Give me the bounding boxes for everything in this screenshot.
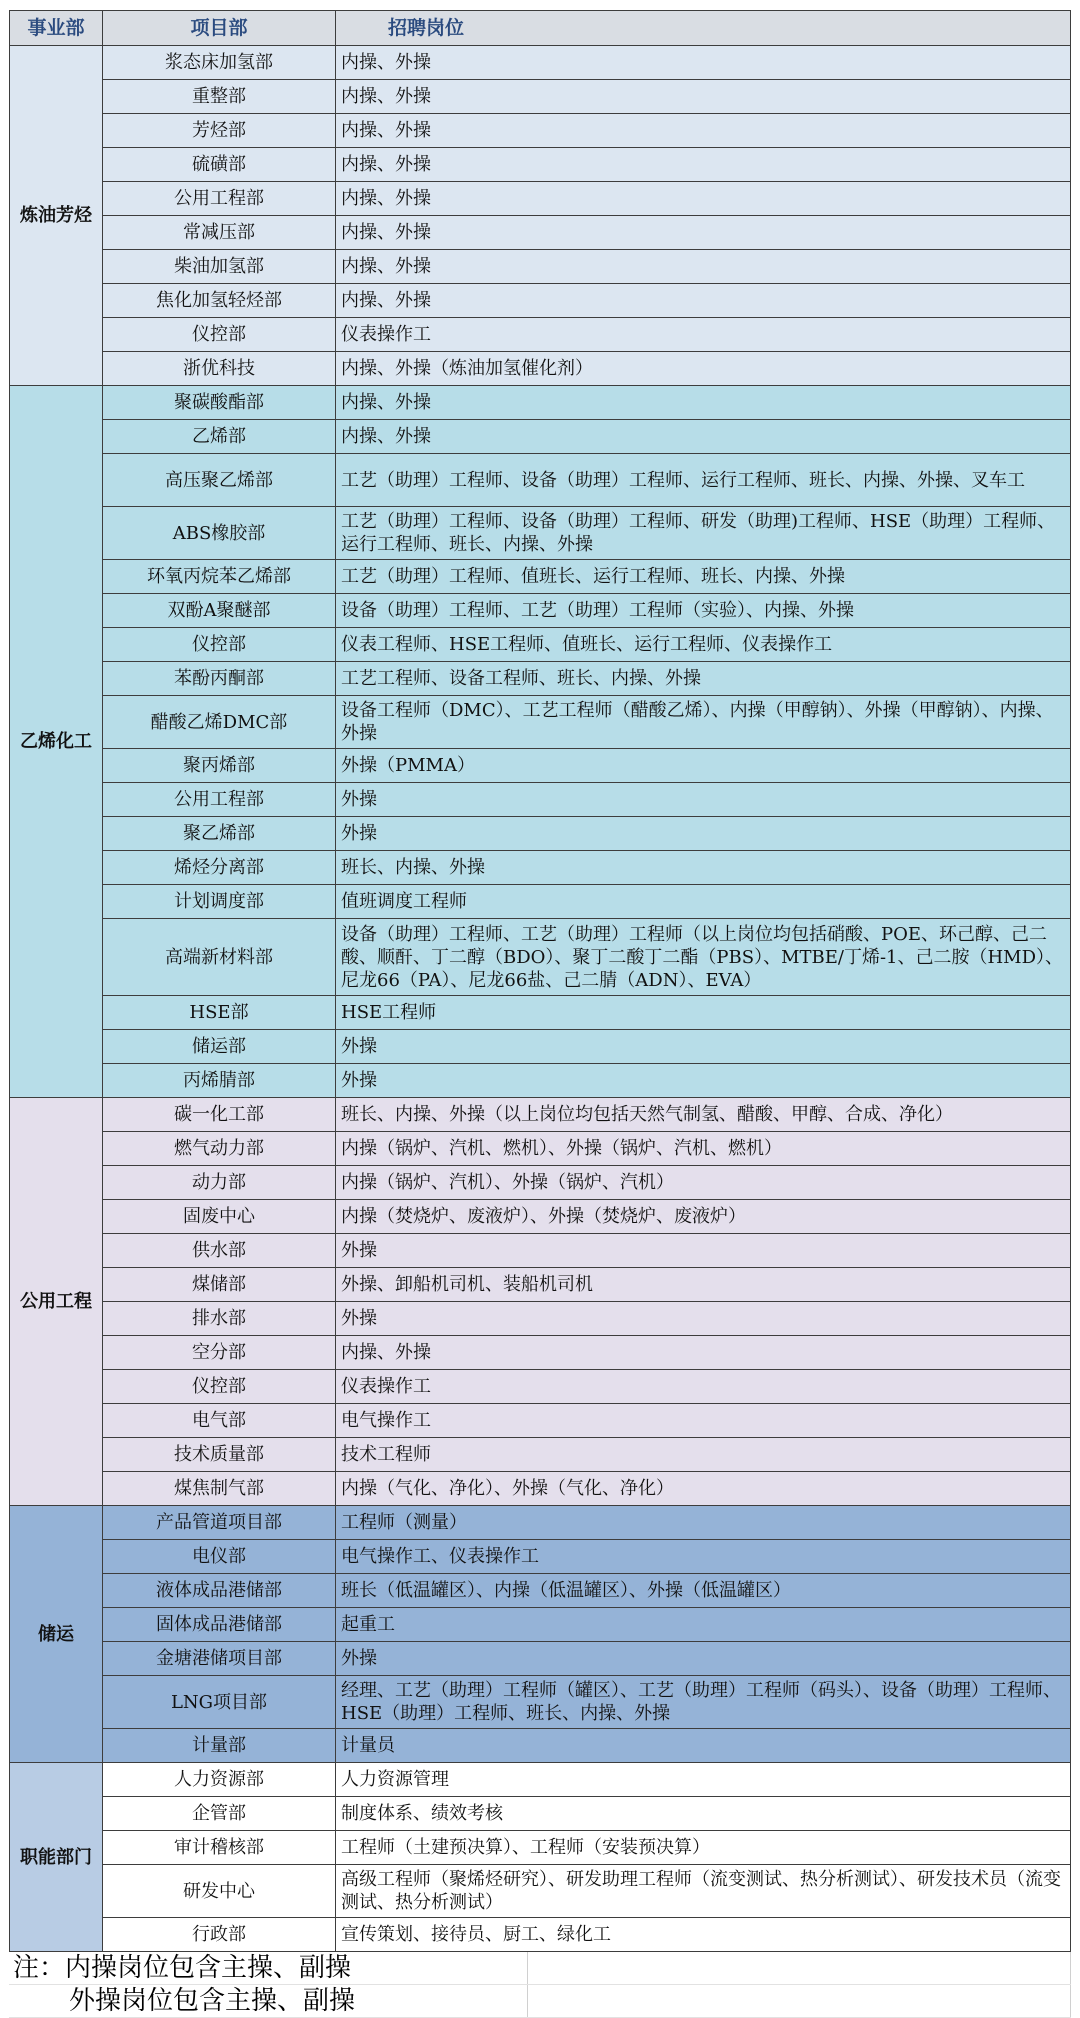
dept-cell: 审计稽核部 <box>103 1831 336 1865</box>
table-row <box>10 1472 1071 1506</box>
table-row <box>10 1642 1071 1676</box>
positions-cell: 外操 <box>336 817 1071 851</box>
positions-cell: 起重工 <box>336 1608 1071 1642</box>
table-row <box>10 1098 1071 1132</box>
header-positions: 招聘岗位 <box>336 11 1071 46</box>
dept-cell: 仪控部 <box>103 318 336 352</box>
dept-cell: 常减压部 <box>103 216 336 250</box>
table-row <box>10 1268 1071 1302</box>
header-business-unit: 事业部 <box>10 11 103 46</box>
table-row <box>10 1540 1071 1574</box>
table-row <box>10 80 1071 114</box>
dept-cell: 固体成品港储部 <box>103 1608 336 1642</box>
table-row <box>10 749 1071 783</box>
dept-cell: 仪控部 <box>103 628 336 662</box>
table-row <box>10 996 1071 1030</box>
positions-cell: 班长、内操、外操（以上岗位均包括天然气制氢、醋酸、甲醇、合成、净化） <box>336 1098 1071 1132</box>
dept-cell: 浆态床加氢部 <box>103 46 336 80</box>
dept-cell: 聚碳酸酯部 <box>103 386 336 420</box>
positions-cell: 设备（助理）工程师、工艺（助理）工程师（实验）、内操、外操 <box>336 594 1071 628</box>
positions-cell: 外操 <box>336 1064 1071 1098</box>
positions-cell: 外操 <box>336 783 1071 817</box>
dept-cell: 高端新材料部 <box>103 919 336 996</box>
dept-cell: 电仪部 <box>103 1540 336 1574</box>
table-row <box>10 560 1071 594</box>
dept-cell: 重整部 <box>103 80 336 114</box>
dept-cell: 浙优科技 <box>103 352 336 386</box>
positions-cell: 工艺（助理）工程师、设备（助理）工程师、运行工程师、班长、内操、外操、叉车工 <box>336 454 1071 507</box>
positions-cell: 内操、外操 <box>336 216 1071 250</box>
dept-cell: 聚丙烯部 <box>103 749 336 783</box>
positions-cell: 设备（助理）工程师、工艺（助理）工程师（以上岗位均包括硝酸、POE、环己醇、己二酸、顺酐、丁二醇（BDO）、聚丁二酸丁二酯（PBS）、MTBE/丁烯-1、己二胺（HMD）、尼龙66（PA）、尼龙66盐、己二腈（ADN）、EVA） <box>336 919 1071 996</box>
positions-cell: 外操 <box>336 1234 1071 1268</box>
positions-cell: 计量员 <box>336 1729 1071 1763</box>
positions-cell: 宣传策划、接待员、厨工、绿化工 <box>336 1918 1071 1952</box>
business-unit-cell: 职能部门 <box>10 1763 103 1952</box>
note-line-1: 注：内操岗位包含主操、副操 <box>9 1952 527 1985</box>
positions-cell: 内操（焚烧炉、废液炉）、外操（焚烧炉、废液炉） <box>336 1200 1071 1234</box>
table-row <box>10 1797 1071 1831</box>
table-row <box>10 783 1071 817</box>
table-row <box>10 817 1071 851</box>
dept-cell: 计量部 <box>103 1729 336 1763</box>
dept-cell: 研发中心 <box>103 1865 336 1918</box>
positions-cell: 内操、外操 <box>336 182 1071 216</box>
dept-cell: 人力资源部 <box>103 1763 336 1797</box>
positions-cell: 经理、工艺（助理）工程师（罐区）、工艺（助理）工程师（码头）、设备（助理）工程师、HSE（助理）工程师、班长、内操、外操 <box>336 1676 1071 1729</box>
dept-cell: 行政部 <box>103 1918 336 1952</box>
dept-cell: 供水部 <box>103 1234 336 1268</box>
positions-cell: 电气操作工、仪表操作工 <box>336 1540 1071 1574</box>
positions-cell: 内操（气化、净化）、外操（气化、净化） <box>336 1472 1071 1506</box>
positions-cell: 工艺（助理）工程师、设备（助理）工程师、研发（助理)工程师、HSE（助理）工程师、运行工程师、班长、内操、外操 <box>336 507 1071 560</box>
positions-cell: 外操 <box>336 1030 1071 1064</box>
table-row <box>10 386 1071 420</box>
table-row <box>10 420 1071 454</box>
positions-cell: 工程师（土建预决算）、工程师（安装预决算） <box>336 1831 1071 1865</box>
recruitment-sheet <box>9 10 1070 2018</box>
business-unit-cell: 公用工程 <box>10 1098 103 1506</box>
table-row <box>10 628 1071 662</box>
dept-cell: 硫磺部 <box>103 148 336 182</box>
table-row <box>10 1506 1071 1540</box>
table-row <box>10 1166 1071 1200</box>
table-row <box>10 1132 1071 1166</box>
dept-cell: 高压聚乙烯部 <box>103 454 336 507</box>
table-row <box>10 1030 1071 1064</box>
positions-cell: 内操、外操 <box>336 420 1071 454</box>
business-unit-cell: 储运 <box>10 1506 103 1763</box>
positions-cell: 内操、外操 <box>336 46 1071 80</box>
table-row <box>10 216 1071 250</box>
positions-cell: 仪表操作工 <box>336 318 1071 352</box>
positions-cell: 内操（锅炉、汽机）、外操（锅炉、汽机） <box>336 1166 1071 1200</box>
positions-cell: HSE工程师 <box>336 996 1071 1030</box>
dept-cell: 煤焦制气部 <box>103 1472 336 1506</box>
dept-cell: 企管部 <box>103 1797 336 1831</box>
positions-cell: 班长（低温罐区）、内操（低温罐区）、外操（低温罐区） <box>336 1574 1071 1608</box>
table-row <box>10 114 1071 148</box>
dept-cell: 丙烯腈部 <box>103 1064 336 1098</box>
table-row <box>10 1831 1071 1865</box>
table-row <box>10 1608 1071 1642</box>
dept-cell: HSE部 <box>103 996 336 1030</box>
positions-cell: 高级工程师（聚烯烃研究）、研发助理工程师（流变测试、热分析测试）、研发技术员（流变测试、热分析测试） <box>336 1865 1071 1918</box>
positions-cell: 内操（锅炉、汽机、燃机）、外操（锅炉、汽机、燃机） <box>336 1132 1071 1166</box>
table-row <box>10 250 1071 284</box>
positions-cell: 内操、外操 <box>336 250 1071 284</box>
table-row <box>10 1865 1071 1918</box>
positions-cell: 内操、外操 <box>336 284 1071 318</box>
empty-cell <box>527 1985 1070 2018</box>
dept-cell: 公用工程部 <box>103 783 336 817</box>
table-row <box>10 1404 1071 1438</box>
table-row <box>10 284 1071 318</box>
dept-cell: ABS橡胶部 <box>103 507 336 560</box>
positions-cell: 内操、外操 <box>336 386 1071 420</box>
dept-cell: 电气部 <box>103 1404 336 1438</box>
business-unit-cell: 乙烯化工 <box>10 386 103 1098</box>
positions-cell: 内操、外操 <box>336 80 1071 114</box>
positions-cell: 工艺（助理）工程师、值班长、运行工程师、班长、内操、外操 <box>336 560 1071 594</box>
positions-cell: 仪表操作工 <box>336 1370 1071 1404</box>
table-row <box>10 1918 1071 1952</box>
positions-cell: 工程师（测量） <box>336 1506 1071 1540</box>
table-row <box>10 1234 1071 1268</box>
table-row <box>10 507 1071 560</box>
dept-cell: 柴油加氢部 <box>103 250 336 284</box>
table-row <box>10 318 1071 352</box>
positions-cell: 设备工程师（DMC）、工艺工程师（醋酸乙烯）、内操（甲醇钠）、外操（甲醇钠）、内操、外操 <box>336 696 1071 749</box>
table-row <box>10 182 1071 216</box>
dept-cell: 固废中心 <box>103 1200 336 1234</box>
table-row <box>10 885 1071 919</box>
dept-cell: 燃气动力部 <box>103 1132 336 1166</box>
table-row <box>10 1302 1071 1336</box>
dept-cell: 储运部 <box>103 1030 336 1064</box>
positions-cell: 内操、外操 <box>336 148 1071 182</box>
positions-cell: 仪表工程师、HSE工程师、值班长、运行工程师、仪表操作工 <box>336 628 1071 662</box>
table-row <box>10 662 1071 696</box>
table-row <box>10 1200 1071 1234</box>
table-row <box>10 851 1071 885</box>
positions-cell: 外操 <box>336 1642 1071 1676</box>
dept-cell: 聚乙烯部 <box>103 817 336 851</box>
dept-cell: 金塘港储项目部 <box>103 1642 336 1676</box>
table-row <box>10 919 1071 996</box>
table-row <box>10 1336 1071 1370</box>
dept-cell: 烯烃分离部 <box>103 851 336 885</box>
dept-cell: 技术质量部 <box>103 1438 336 1472</box>
dept-cell: LNG项目部 <box>103 1676 336 1729</box>
header-row <box>10 11 1071 46</box>
table-row <box>10 696 1071 749</box>
positions-cell: 外操（PMMA） <box>336 749 1071 783</box>
positions-cell: 制度体系、绩效考核 <box>336 1797 1071 1831</box>
header-project-dept: 项目部 <box>103 11 336 46</box>
dept-cell: 苯酚丙酮部 <box>103 662 336 696</box>
positions-cell: 技术工程师 <box>336 1438 1071 1472</box>
dept-cell: 公用工程部 <box>103 182 336 216</box>
positions-cell: 人力资源管理 <box>336 1763 1071 1797</box>
dept-cell: 焦化加氢轻烃部 <box>103 284 336 318</box>
notes-area <box>9 1952 1071 2018</box>
dept-cell: 空分部 <box>103 1336 336 1370</box>
empty-cell <box>527 1952 1070 1985</box>
positions-cell: 电气操作工 <box>336 1404 1071 1438</box>
dept-cell: 乙烯部 <box>103 420 336 454</box>
table-row <box>10 1064 1071 1098</box>
dept-cell: 仪控部 <box>103 1370 336 1404</box>
dept-cell: 排水部 <box>103 1302 336 1336</box>
recruitment-table <box>9 10 1071 1952</box>
dept-cell: 产品管道项目部 <box>103 1506 336 1540</box>
table-row <box>10 46 1071 80</box>
positions-cell: 内操、外操 <box>336 1336 1071 1370</box>
table-row <box>10 1438 1071 1472</box>
table-row <box>10 1370 1071 1404</box>
table-row <box>10 1729 1071 1763</box>
dept-cell: 动力部 <box>103 1166 336 1200</box>
table-row <box>10 352 1071 386</box>
positions-cell: 内操、外操 <box>336 114 1071 148</box>
table-row <box>10 1574 1071 1608</box>
positions-cell: 工艺工程师、设备工程师、班长、内操、外操 <box>336 662 1071 696</box>
positions-cell: 外操 <box>336 1302 1071 1336</box>
dept-cell: 醋酸乙烯DMC部 <box>103 696 336 749</box>
positions-cell: 值班调度工程师 <box>336 885 1071 919</box>
table-row <box>10 148 1071 182</box>
business-unit-cell: 炼油芳烃 <box>10 46 103 386</box>
positions-cell: 外操、卸船机司机、装船机司机 <box>336 1268 1071 1302</box>
table-row <box>10 1763 1071 1797</box>
dept-cell: 双酚A聚醚部 <box>103 594 336 628</box>
table-body <box>10 46 1071 1952</box>
dept-cell: 环氧丙烷苯乙烯部 <box>103 560 336 594</box>
positions-cell: 内操、外操（炼油加氢催化剂） <box>336 352 1071 386</box>
table-row <box>10 454 1071 507</box>
positions-cell: 班长、内操、外操 <box>336 851 1071 885</box>
dept-cell: 液体成品港储部 <box>103 1574 336 1608</box>
table-row <box>10 1676 1071 1729</box>
table-row <box>10 594 1071 628</box>
dept-cell: 芳烃部 <box>103 114 336 148</box>
dept-cell: 碳一化工部 <box>103 1098 336 1132</box>
dept-cell: 煤储部 <box>103 1268 336 1302</box>
dept-cell: 计划调度部 <box>103 885 336 919</box>
note-line-2: 外操岗位包含主操、副操 <box>9 1985 527 2018</box>
